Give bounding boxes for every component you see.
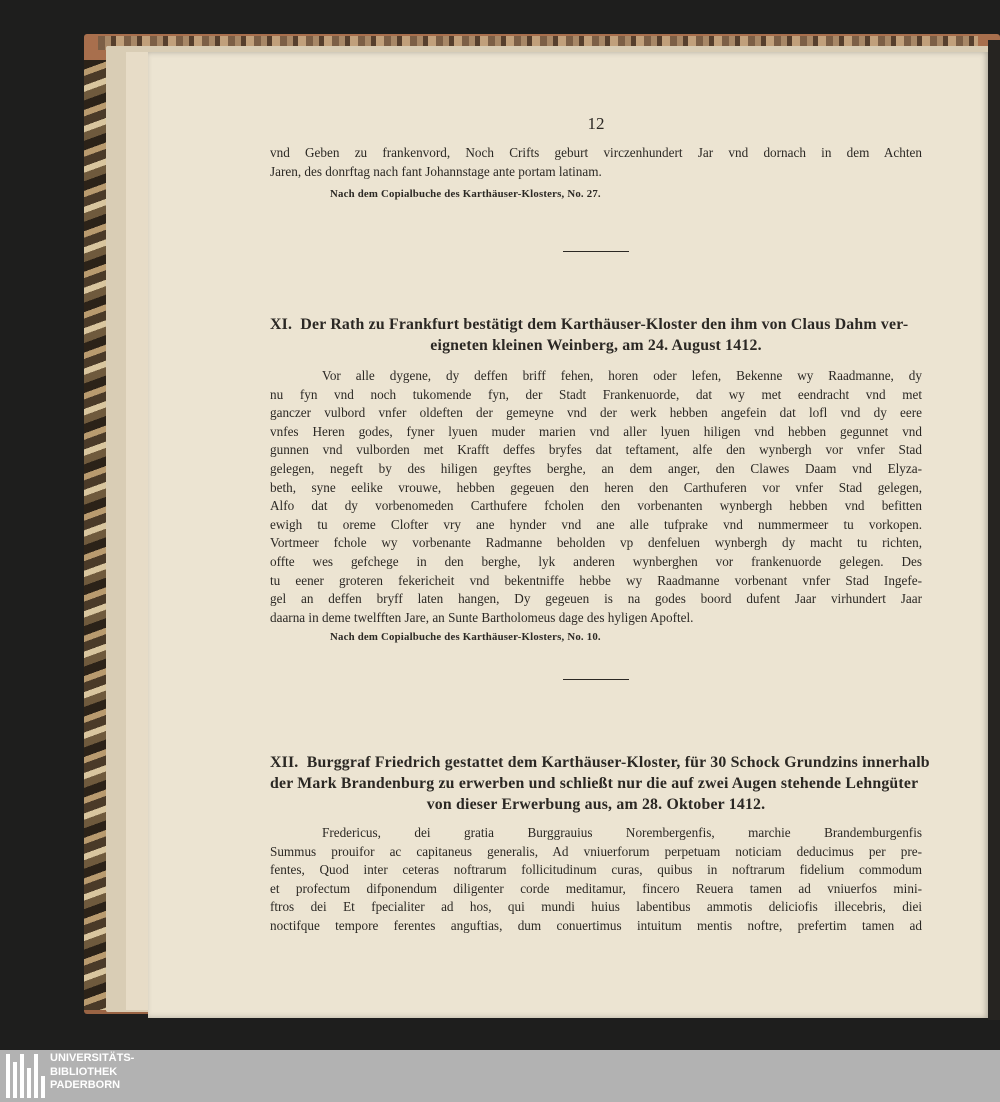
text-line: offte wes gefchege in den berghe, lyk anderen wynberghen vor frankenuorde gelegen. Des xyxy=(270,553,922,569)
text-line: Jaren, des donrftag nach fant Johannstage ante portam latinam. xyxy=(270,163,602,179)
text-line: beth, syne eelike vrouwe, hebben gegeuen den heren den Carthuferen vor vnfer Stad gelegen, xyxy=(270,479,922,495)
text-line: nu fyn vnd noch tukomende fyn, der Stadt Frankenuorde, dat wy met eendracht vnd met xyxy=(270,386,922,402)
text-line: ganczer vulbord vnfer oldeften der gemeyne vnd der werk hebben angefein dat lofl vnd dy eere xyxy=(270,405,922,421)
page-number: 12 xyxy=(587,114,605,133)
text-line: Fredericus, dei gratia Burggrauius Norembergenfis, marchie Brandemburgenfis xyxy=(322,825,922,840)
text-line: daarna in deme twelfften Jare, an Sunte Bartholomeus dage des hyligen Apoftel. xyxy=(270,609,694,625)
library-name-line: BIBLIOTHEK xyxy=(50,1065,118,1078)
text-line: vnfes Heren godes, fyner lyuen muder marien vnd aller lyuen hiligen vnd hebben gegunnet vnd xyxy=(270,423,922,439)
text-line: ewigh tu oreme Clofter vry ane hynder vnd ane alle tufprake vnd nummermeer tu vorkopen. xyxy=(270,516,922,532)
text-line: Vortmeer fchole wy vorbenante Radmanne beholden vp denfeluen wynbergh dy macht tu richten, xyxy=(270,535,922,551)
library-name-line: UNIVERSITÄTS- xyxy=(50,1052,135,1064)
library-footer xyxy=(0,1050,1000,1102)
text-line: gunnen vnd vulborden met Krafft deffes bryfes dat teftament, alfe den wynbergh vor vnfer Stad xyxy=(270,442,922,458)
section-xi-heading xyxy=(270,314,922,356)
library-name xyxy=(50,1052,134,1093)
divider xyxy=(563,251,629,252)
text-line: Summus prouifor ac capitaneus generalis, Ad vniuerforum perpetuam noticiam deducimus per pre- xyxy=(270,843,922,859)
section-title-cont: von dieser Erwerbung aus, am 28. Oktober 1412. xyxy=(426,796,766,813)
top-continuation xyxy=(270,144,922,181)
section-xii-heading xyxy=(270,752,930,815)
source-note: Nach dem Copialbuche des Karthäuser-Klosters, No. 27. xyxy=(330,188,601,200)
section-number: XII. xyxy=(270,754,299,771)
section-title: Burggraf Friedrich gestattet dem Karthäuser-Kloster, für 30 Schock Grundzins innerhalb xyxy=(306,754,930,771)
text-line: Alfo dat dy vorbenomeden Carthufere fcholen den vorbenanten wynbergh hebben vnd befitten xyxy=(270,498,922,514)
text-line: noctifque tempore ferentes anguftias, dum conuertimus intuitum mentis noftre, prefertim tamen ad xyxy=(270,917,922,933)
library-name-line: PADERBORN xyxy=(50,1079,121,1091)
library-logo-icon xyxy=(6,1054,46,1098)
text-line: tu eener groteren fekericheit vnd bekentniffe hebbe wy Raadmanne vorbenant vnfer Stad Ingefe- xyxy=(270,572,922,588)
text-line: ftros dei Et fpecialiter ad hos, qui mundi huius labentibus ammotis deliciofis illecebris, diei xyxy=(270,899,922,915)
text-line: gelegen, negeft by des hiligen geyftes berghe, an dem anger, den Clawes Daam vnd Elyza- xyxy=(270,460,922,476)
section-title: Der Rath zu Frankfurt bestätigt dem Karthäuser-Kloster den ihm von Claus Dahm ver- xyxy=(300,316,909,333)
text-line: Vor alle dygene, dy deffen briff fehen, horen oder lefen, Bekenne wy Raadmanne, dy xyxy=(322,368,922,383)
text-line: et profectum difponendum diligenter corde meditamur, fincero Reuera tamen ad vniuerfos mini- xyxy=(270,880,922,896)
source-note: Nach dem Copialbuche des Karthäuser-Klosters, No. 10. xyxy=(330,631,601,643)
section-xii-body xyxy=(270,824,922,936)
section-title-cont: der Mark Brandenburg zu erwerben und schließt nur die auf zwei Augen stehende Lehngüter xyxy=(270,775,919,792)
text-line: fentes, Quod inter ceteras noftrarum follicitudinum curas, quibus in noftrarum fidelium commodum xyxy=(270,862,922,878)
section-xi-body xyxy=(270,367,922,627)
section-number: XI. xyxy=(270,316,293,333)
text-line: gel an deffen bryff laten hangen, Dy gegeuen is na godes boord dufent Jaar virhundert Jaar xyxy=(270,591,922,607)
divider xyxy=(563,679,629,680)
section-title-cont: eigneten kleinen Weinberg, am 24. August 1412. xyxy=(430,337,762,354)
book-page xyxy=(148,52,988,1018)
binding-shadow xyxy=(988,40,1000,1020)
text-line: vnd Geben zu frankenvord, Noch Crifts geburt virczenhundert Jar vnd dornach in dem Achten xyxy=(270,145,922,160)
